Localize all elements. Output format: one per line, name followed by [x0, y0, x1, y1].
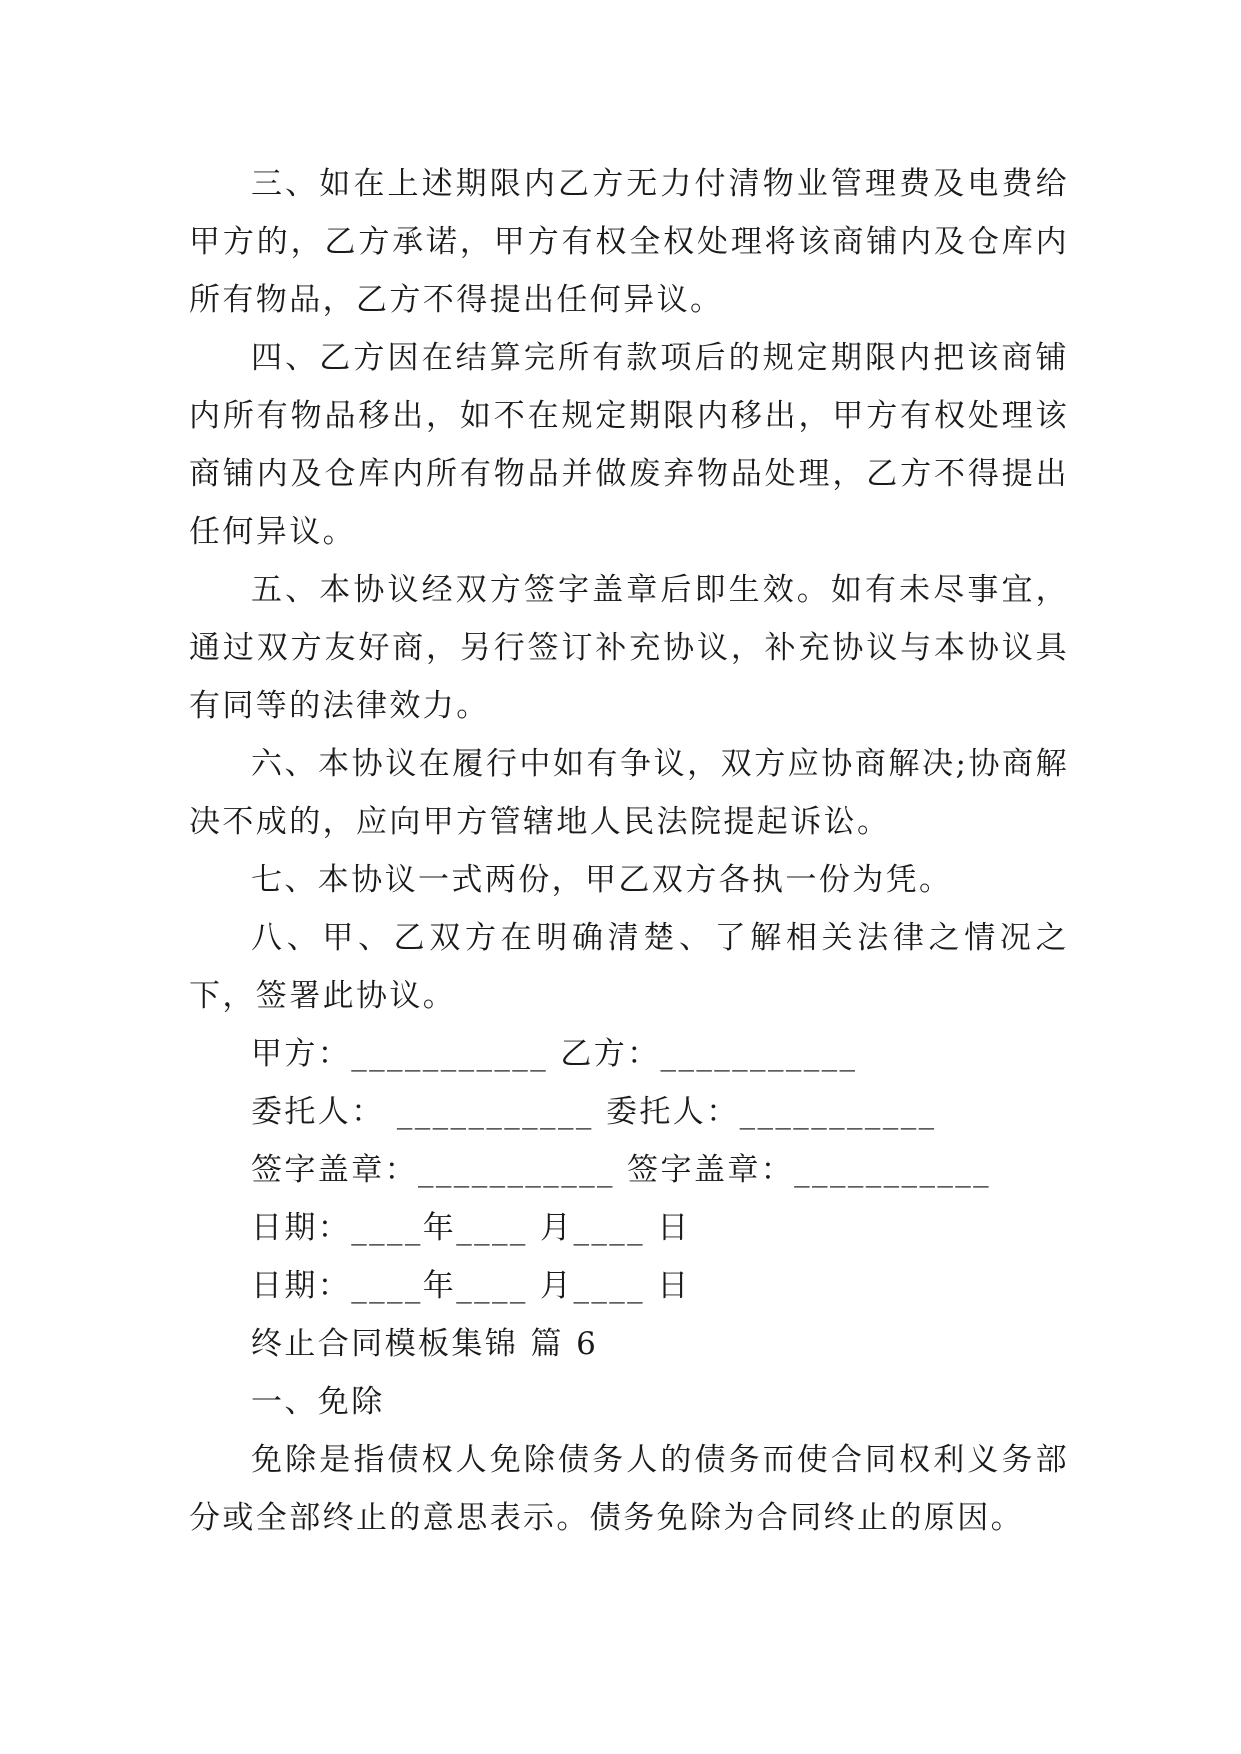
signature-seal-line: 签字盖章：___________ 签字盖章：___________: [251, 1152, 992, 1188]
signature-date-line: 日期：____年____ 月____ 日: [251, 1210, 691, 1246]
signature-date-line-2: 日期：____年____ 月____ 日: [251, 1268, 691, 1304]
section-subheading: 一、免除: [251, 1384, 385, 1420]
clause-four: 四、乙方因在结算完所有款项后的规定期限内把该商铺内所有物品移出，如不在规定期限内移出，甲方有权处理该商铺内及仓库内所有物品并做废弃物品处理，乙方不得提出任何异议。: [189, 340, 1069, 550]
section-heading: 终止合同模板集锦 篇 6: [251, 1326, 599, 1362]
document-body: [189, 155, 1069, 1547]
clause-eight: 八、甲、乙双方在明确清楚、了解相关法律之情况之下，签署此协议。: [189, 920, 1069, 1014]
signature-agent-line: 委托人： ___________ 委托人：___________: [251, 1094, 937, 1130]
signature-party-line: 甲方：___________ 乙方：___________: [251, 1036, 858, 1072]
clause-five: 五、本协议经双方签字盖章后即生效。如有未尽事宜，通过双方友好商，另行签订补充协议，补充协议与本协议具有同等的法律效力。: [189, 572, 1069, 724]
clause-six: 六、本协议在履行中如有争议，双方应协商解决;协商解决不成的，应向甲方管辖地人民法院提起诉讼。: [189, 746, 1069, 840]
clause-seven: 七、本协议一式两份，甲乙双方各执一份为凭。: [251, 862, 953, 898]
section-paragraph: 免除是指债权人免除债务人的债务而使合同权利义务部分或全部终止的意思表示。债务免除为合同终止的原因。: [189, 1442, 1069, 1536]
clause-three: 三、如在上述期限内乙方无力付清物业管理费及电费给甲方的，乙方承诺，甲方有权全权处理将该商铺内及仓库内所有物品，乙方不得提出任何异议。: [189, 166, 1069, 318]
